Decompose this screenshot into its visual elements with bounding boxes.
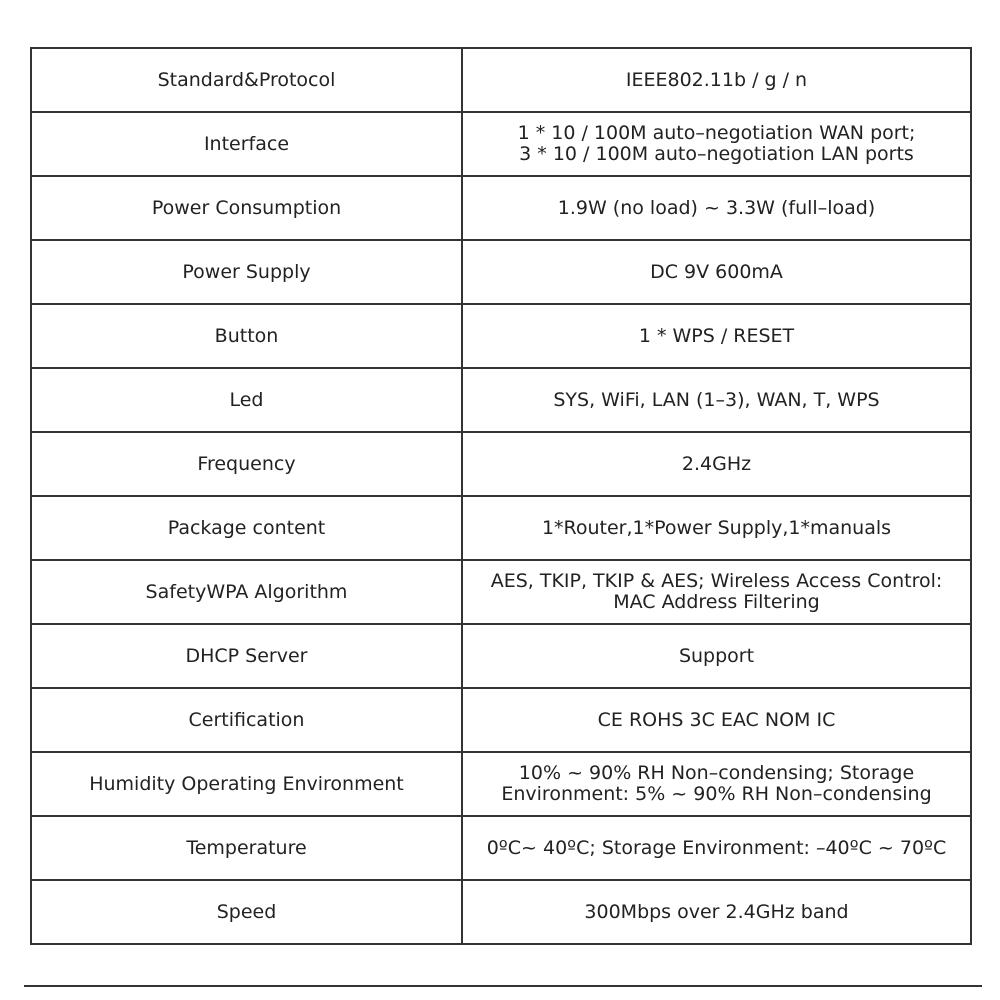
spec-value-text: CE ROHS 3C EAC NOM IC — [597, 708, 836, 731]
spec-value — [462, 176, 971, 240]
spec-label: SafetyWPA Algorithm — [31, 560, 462, 624]
table-row — [31, 880, 971, 944]
table-row — [31, 368, 971, 432]
spec-value — [462, 496, 971, 560]
spec-table — [30, 47, 972, 945]
table-row — [31, 48, 971, 112]
spec-table-body — [31, 48, 971, 944]
spec-value — [462, 48, 971, 112]
spec-value — [462, 752, 971, 816]
spec-value — [462, 624, 971, 688]
spec-value-text: IEEE802.11b / g / n — [625, 68, 808, 91]
spec-value-text: 1*Router,1*Power Supply,1*manuals — [541, 516, 892, 539]
spec-label: Certification — [31, 688, 462, 752]
spec-value-text: 300Mbps over 2.4GHz band — [584, 900, 849, 923]
table-row — [31, 816, 971, 880]
bottom-divider — [24, 985, 982, 987]
table-row — [31, 688, 971, 752]
spec-value — [462, 112, 971, 176]
spec-value-text: 1 * WPS / RESET — [638, 324, 795, 347]
table-row — [31, 112, 971, 176]
spec-value-text: 0ºC~ 40ºC; Storage Environment: –40ºC ~ 70ºC — [486, 836, 947, 859]
spec-value — [462, 816, 971, 880]
spec-value-text: Support — [678, 644, 755, 667]
spec-value — [462, 368, 971, 432]
spec-label: Package content — [31, 496, 462, 560]
table-row — [31, 432, 971, 496]
spec-label: Interface — [31, 112, 462, 176]
spec-value — [462, 688, 971, 752]
table-row — [31, 752, 971, 816]
spec-label: DHCP Server — [31, 624, 462, 688]
spec-value-text: DC 9V 600mA — [650, 260, 783, 283]
spec-label: Power Consumption — [31, 176, 462, 240]
spec-value — [462, 432, 971, 496]
table-row — [31, 560, 971, 624]
spec-value — [462, 880, 971, 944]
spec-label: Humidity Operating Environment — [31, 752, 462, 816]
table-row — [31, 496, 971, 560]
spec-value-text: 1.9W (no load) ~ 3.3W (full–load) — [557, 196, 876, 219]
spec-label: Temperature — [31, 816, 462, 880]
spec-label: Standard&Protocol — [31, 48, 462, 112]
table-row — [31, 624, 971, 688]
spec-value-text: AES, TKIP, TKIP & AES; Wireless Access Control: MAC Address Filtering — [490, 570, 943, 613]
spec-value — [462, 304, 971, 368]
table-row — [31, 304, 971, 368]
table-row — [31, 240, 971, 304]
spec-label: Speed — [31, 880, 462, 944]
spec-value-text: 1 * 10 / 100M auto–negotiation WAN port; 3 * 10 / 100M auto–negotiation LAN ports — [517, 122, 916, 165]
spec-label: Power Supply — [31, 240, 462, 304]
spec-value-text: 2.4GHz — [681, 452, 752, 475]
spec-label: Led — [31, 368, 462, 432]
spec-value — [462, 240, 971, 304]
spec-value — [462, 560, 971, 624]
spec-label: Frequency — [31, 432, 462, 496]
spec-value-text: SYS, WiFi, LAN (1–3), WAN, T, WPS — [553, 388, 880, 411]
spec-label: Button — [31, 304, 462, 368]
table-row — [31, 176, 971, 240]
spec-value-text: 10% ~ 90% RH Non–condensing; Storage Environment: 5% ~ 90% RH Non–condensing — [501, 762, 932, 805]
